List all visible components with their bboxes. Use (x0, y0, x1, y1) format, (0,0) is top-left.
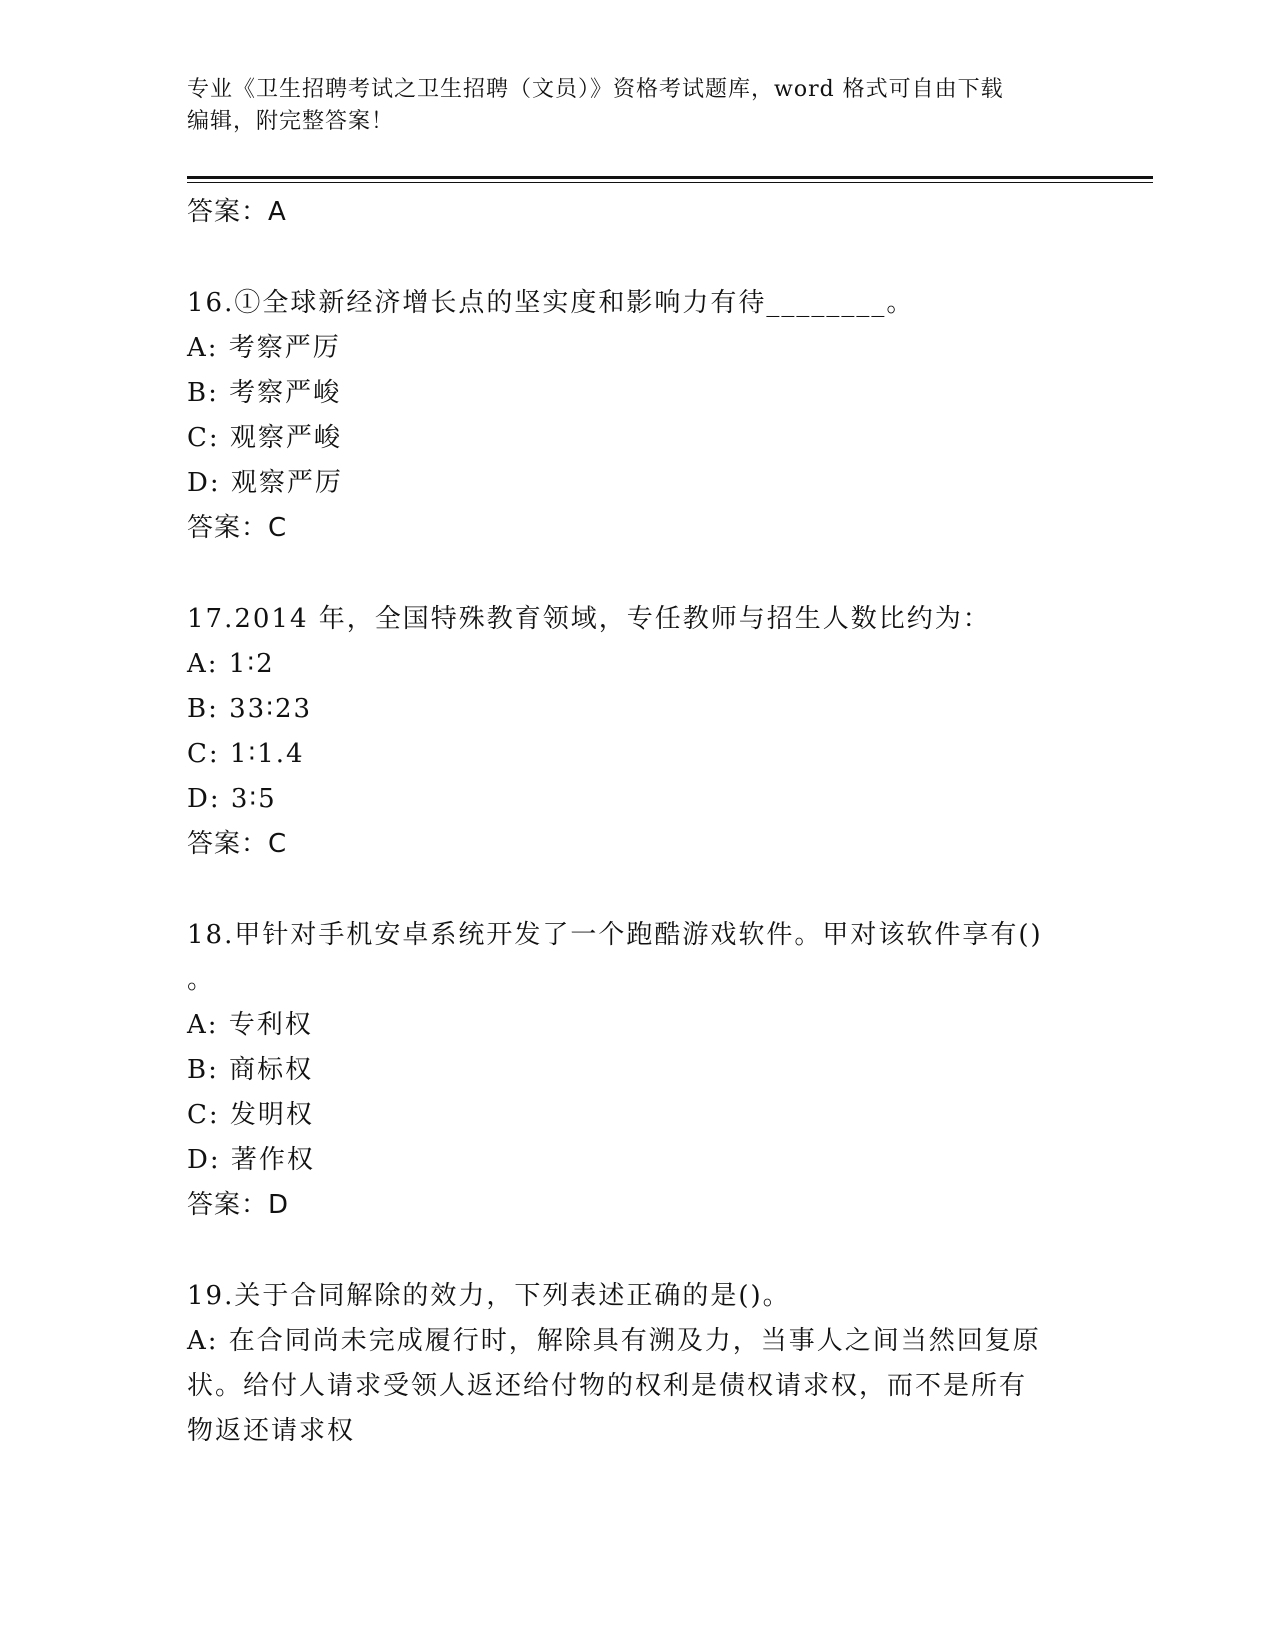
option-d: D: 著作权 (187, 1145, 315, 1175)
answer: 答案：D (187, 1190, 290, 1220)
answer: 答案：C (187, 513, 288, 543)
option-c: C: 1∶1.4 (187, 739, 305, 769)
option-a-line-2: 状。给付人请求受领人返还给付物的权利是债权请求权，而不是所有 (187, 1371, 1028, 1401)
question-stem: 19.关于合同解除的效力，下列表述正确的是()。 (187, 1281, 791, 1311)
question-17 (187, 597, 1087, 867)
document-header (187, 74, 1067, 138)
header-divider-thin (187, 182, 1153, 183)
option-a: A: 1∶2 (187, 649, 275, 679)
question-list (187, 190, 1087, 1454)
option-c: C: 观察严峻 (187, 423, 342, 453)
option-a: A: 专利权 (187, 1010, 313, 1040)
option-c: C: 发明权 (187, 1100, 314, 1130)
answer-prev: 答案：A (187, 197, 287, 227)
option-a: A: 考察严厉 (187, 333, 341, 363)
question-stem-line-2: 。 (187, 965, 216, 995)
question-19 (187, 1274, 1087, 1454)
option-b: B: 33∶23 (187, 694, 313, 724)
question-stem: 16.①全球新经济增长点的坚实度和影响力有待________。 (187, 288, 915, 318)
option-d: D: 3∶5 (187, 784, 277, 814)
question-16 (187, 281, 1087, 551)
question-stem-line-1: 18.甲针对手机安卓系统开发了一个跑酷游戏软件。甲对该软件享有() (187, 920, 1043, 950)
question-stem: 17.2014 年，全国特殊教育领域，专任教师与招生人数比约为： (187, 604, 991, 634)
header-line-1: 专业《卫生招聘考试之卫生招聘（文员）》资格考试题库，word 格式可自由下载 (187, 77, 1004, 102)
option-b: B: 商标权 (187, 1055, 314, 1085)
option-d: D: 观察严厉 (187, 468, 343, 498)
question-18 (187, 913, 1087, 1228)
header-line-2: 编辑，附完整答案！ (187, 109, 395, 134)
option-a-line-3: 物返还请求权 (187, 1416, 356, 1446)
option-a-line-1: A: 在合同尚未完成履行时，解除具有溯及力，当事人之间当然回复原 (187, 1326, 1041, 1356)
option-b: B: 考察严峻 (187, 378, 342, 408)
answer: 答案：C (187, 829, 288, 859)
header-divider-thick (187, 176, 1153, 179)
